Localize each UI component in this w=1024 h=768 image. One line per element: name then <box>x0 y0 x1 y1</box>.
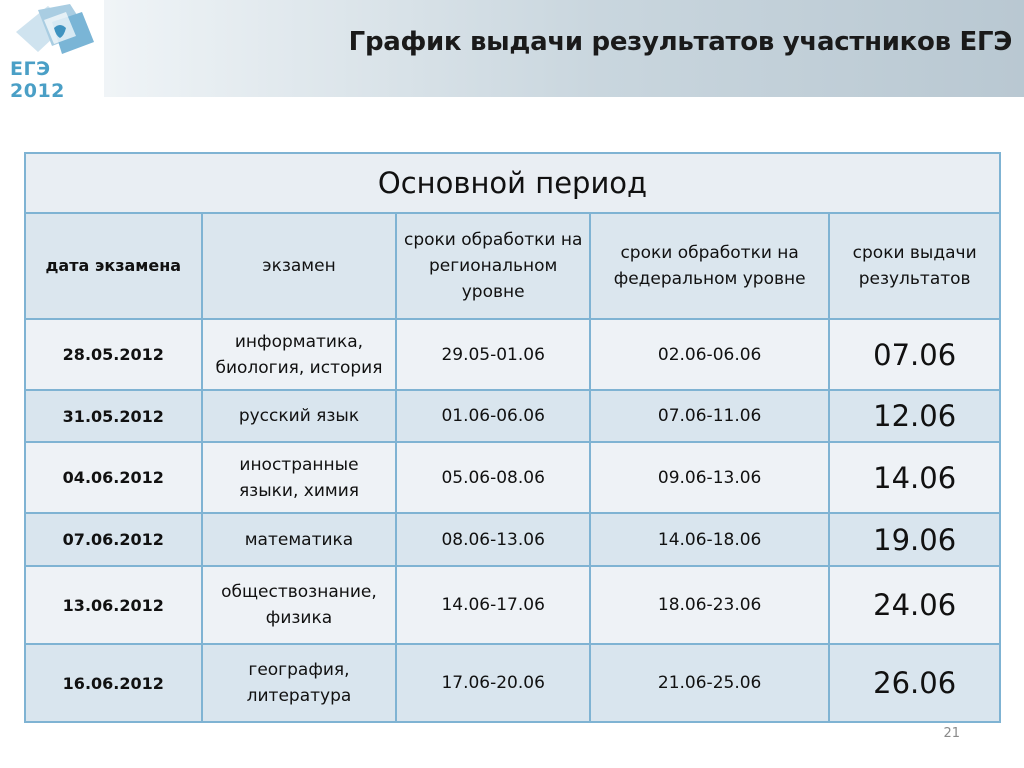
table-row <box>25 513 1000 566</box>
exam-subject: математика <box>202 513 397 566</box>
exam-date: 31.05.2012 <box>25 390 202 442</box>
exam-subject: информатика, биология, история <box>202 319 397 390</box>
column-header-federal: сроки обработки на федеральном уровне <box>590 213 829 319</box>
result-date: 14.06 <box>829 442 1000 513</box>
page-title: График выдачи результатов участников ЕГЭ <box>348 27 1012 57</box>
regional-period: 29.05-01.06 <box>396 319 590 390</box>
column-header-regional: сроки обработки на региональном уровне <box>396 213 590 319</box>
exam-subject: русский язык <box>202 390 397 442</box>
table-header-row <box>25 213 1000 319</box>
federal-period: 21.06-25.06 <box>590 644 829 722</box>
logo <box>0 0 104 102</box>
exam-subject: география, литература <box>202 644 397 722</box>
period-row <box>25 153 1000 213</box>
exam-subject: обществознание, физика <box>202 566 397 644</box>
column-header-result: сроки выдачи результатов <box>829 213 1000 319</box>
column-header-date: дата экзамена <box>25 213 202 319</box>
federal-period: 09.06-13.06 <box>590 442 829 513</box>
result-date: 12.06 <box>829 390 1000 442</box>
regional-period: 01.06-06.06 <box>396 390 590 442</box>
regional-period: 17.06-20.06 <box>396 644 590 722</box>
federal-period: 02.06-06.06 <box>590 319 829 390</box>
table-row <box>25 566 1000 644</box>
result-date: 07.06 <box>829 319 1000 390</box>
federal-period: 18.06-23.06 <box>590 566 829 644</box>
table-row <box>25 644 1000 722</box>
federal-period: 14.06-18.06 <box>590 513 829 566</box>
exam-date: 28.05.2012 <box>25 319 202 390</box>
header-band <box>0 0 1024 102</box>
regional-period: 05.06-08.06 <box>396 442 590 513</box>
result-date: 26.06 <box>829 644 1000 722</box>
exam-date: 16.06.2012 <box>25 644 202 722</box>
table-row <box>25 390 1000 442</box>
exam-date: 07.06.2012 <box>25 513 202 566</box>
regional-period: 14.06-17.06 <box>396 566 590 644</box>
result-date: 24.06 <box>829 566 1000 644</box>
regional-period: 08.06-13.06 <box>396 513 590 566</box>
period-title: Основной период <box>25 153 1000 213</box>
ege-logo-icon <box>8 2 100 62</box>
results-schedule-table <box>24 152 1001 723</box>
column-header-exam: экзамен <box>202 213 397 319</box>
federal-period: 07.06-11.06 <box>590 390 829 442</box>
result-date: 19.06 <box>829 513 1000 566</box>
table-row <box>25 319 1000 390</box>
slide-number: 21 <box>943 726 960 741</box>
exam-date: 04.06.2012 <box>25 442 202 513</box>
table-row <box>25 442 1000 513</box>
logo-text: ЕГЭ 2012 <box>10 58 65 102</box>
exam-date: 13.06.2012 <box>25 566 202 644</box>
exam-subject: иностранные языки, химия <box>202 442 397 513</box>
